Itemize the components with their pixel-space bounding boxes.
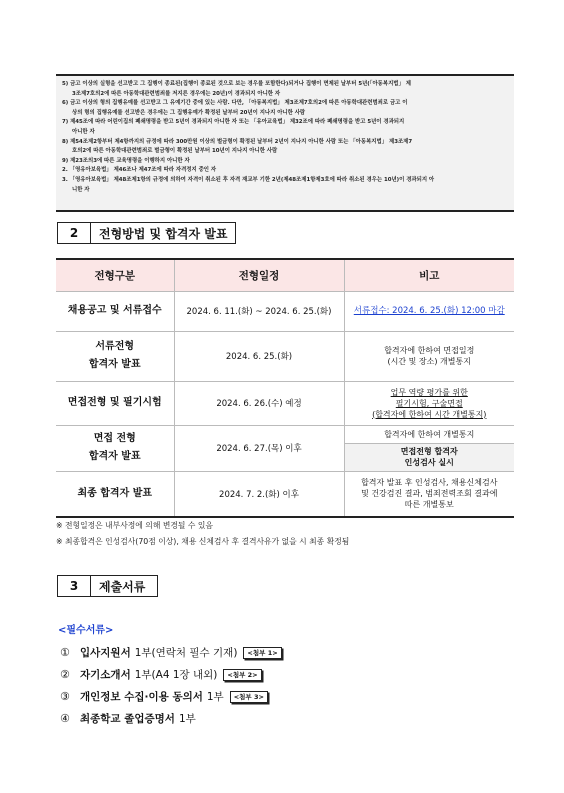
remark-cell — [344, 291, 514, 331]
footnote: ※ 최종합격은 인성검사(70점 이상), 채용 신체검사 후 결격사유가 없을 시 최종 확정됨 — [56, 537, 350, 546]
remark-cell — [344, 443, 514, 471]
item-number: ① — [60, 646, 70, 659]
note-line: 상의 형의 집행유예를 선고받은 경우에는 그 집행유예가 확정된 날부터 20년이 지나지 아니한 사람 — [72, 109, 306, 116]
attachment-tag: <첨부 2> — [223, 669, 261, 681]
note-line: 3. 「영유아보육법」 제48조제1항의 규정에 의하여 자격이 취소된 후 자격 재교부 기한 2년(제48조제1항제3호에 따라 취소된 경우는 10년)이 경과되지 아 — [62, 176, 435, 183]
stage-cell: 면접전형 및 필기시험 — [56, 381, 174, 425]
table-row — [56, 381, 514, 425]
stage-line: 합격자 발표 — [88, 359, 141, 370]
remark-line: 따른 개별통보 — [404, 500, 454, 510]
table-row — [56, 291, 514, 331]
deadline-link[interactable]: 서류접수: 2024. 6. 25.(화) 12:00 마감 — [353, 306, 505, 316]
remark-line: 합격자에 한하여 면접일정 — [384, 346, 475, 355]
table-row — [56, 425, 514, 443]
column-header: 비고 — [344, 259, 514, 291]
item-desc: 1부(A4 1장 내외) — [134, 669, 218, 681]
remark-line: (시간 및 장소) 개별통지 — [387, 357, 471, 366]
required-docs-title: <필수서류> — [58, 625, 114, 636]
note-line: 8) 제54조제2항부터 제4항까지의 규정에 따라 300만원 이상의 벌금형이 확정된 날부터 2년이 지나지 아니한 사람 또는 「아동복지법」 제3조제7 — [62, 138, 413, 145]
list-item — [60, 689, 268, 704]
list-item — [60, 667, 262, 682]
stage-cell — [56, 331, 174, 381]
table-row — [56, 331, 514, 381]
remark-line: 및 건강검진 결과, 범죄전력조회 결과에 — [361, 489, 498, 499]
remark-line: (합격자에 한하여 시간 개별통지) — [372, 409, 487, 419]
item-number: ③ — [60, 690, 70, 703]
remark-cell — [344, 381, 514, 425]
note-line: 6) 금고 이상의 형의 집행유예를 선고받고 그 유예기간 중에 있는 사람. 다만, 「아동복지법」 제3조제7호의2에 따른 아동학대관련범죄로 금고 이 — [62, 100, 408, 107]
list-item — [60, 711, 202, 726]
remark-cell — [344, 331, 514, 381]
item-desc: 1부(연락처 필수 기재) — [134, 647, 238, 659]
item-label: 입사지원서 — [80, 647, 131, 659]
stage-line: 서류전형 — [95, 341, 135, 352]
note-line: 5) 금고 이상의 실형을 선고받고 그 집행이 종료된(집행이 종료된 것으로 보는 경우를 포함한다)되거나 집행이 면제된 날부터 5년(「아동복지법」 제 — [62, 81, 411, 87]
remark-line: 면접전형 합격자 — [400, 447, 458, 456]
stage-cell — [56, 425, 174, 471]
attachment-tag: <첨부 1> — [243, 647, 281, 659]
column-header: 전형일정 — [174, 259, 344, 291]
table-row — [56, 471, 514, 517]
section-number: 2 — [57, 222, 91, 244]
table-header-row — [56, 259, 514, 291]
remark-line: 인성검사 실시 — [404, 458, 454, 467]
list-item — [60, 645, 282, 660]
stage-cell: 최종 합격자 발표 — [56, 471, 174, 517]
remark-cell: 합격자에 한하여 개별통지 — [344, 425, 514, 443]
column-header: 전형구분 — [56, 259, 174, 291]
item-label: 자기소개서 — [80, 669, 131, 681]
section-3-header — [57, 575, 158, 597]
footnote: ※ 전형일정은 내부사정에 의해 변경될 수 있음 — [56, 521, 213, 530]
item-desc: 1부 — [178, 713, 196, 725]
stage-line: 면접 전형 — [93, 433, 136, 444]
note-line: 2. 「영유아보육법」 제46조나 제47조에 따라 자격정지 중인 자 — [62, 167, 217, 174]
note-line: 3조제7호의2에 따른 아동학대관련범죄를 저지른 경우에는 20년)이 경과되지 아니한 자 — [72, 90, 281, 97]
note-line: 니한 자 — [72, 186, 90, 193]
disqualification-notes-box — [56, 74, 514, 212]
schedule-table — [56, 258, 514, 518]
date-cell: 2024. 6. 26.(수) 예정 — [174, 381, 344, 425]
date-cell: 2024. 6. 11.(화) ~ 2024. 6. 25.(화) — [174, 291, 344, 331]
date-cell: 2024. 6. 27.(목) 이후 — [174, 425, 344, 471]
note-line: 9) 제23조의3에 따른 교육명령을 이행하지 아니한 자 — [62, 157, 190, 164]
remark-cell — [344, 471, 514, 517]
item-label: 개인정보 수집·이용 동의서 — [80, 691, 203, 703]
section-2-header — [57, 222, 236, 244]
item-label: 최종학교 졸업증명서 — [80, 713, 175, 725]
item-number: ② — [60, 668, 70, 681]
item-desc: 1부 — [206, 691, 224, 703]
stage-line: 합격자 발표 — [88, 451, 141, 462]
section-title: 전형방법 및 합격자 발표 — [91, 222, 236, 244]
remark-line: 업무 역량 평가를 위한 — [390, 387, 468, 397]
section-title: 제출서류 — [91, 575, 158, 597]
section-number: 3 — [57, 575, 91, 597]
attachment-tag: <첨부 3> — [230, 691, 268, 703]
remark-line: 필기시험, 구술면접 — [395, 398, 463, 408]
remark-line: 합격자 발표 후 인성검사, 채용신체검사 — [361, 478, 498, 488]
note-line: 7) 제45조에 따라 어린이집의 폐쇄명령을 받고 5년이 경과되지 아니한 자 또는 「유아교육법」 제32조에 따라 폐쇄명령을 받고 5년이 경과되지 — [62, 119, 405, 126]
stage-cell: 채용공고 및 서류접수 — [56, 291, 174, 331]
date-cell: 2024. 6. 25.(화) — [174, 331, 344, 381]
note-line: 아니한 자 — [72, 128, 95, 135]
date-cell: 2024. 7. 2.(화) 이후 — [174, 471, 344, 517]
item-number: ④ — [60, 712, 70, 725]
note-line: 호의2에 따른 아동학대관련범죄로 벌금형이 확정된 날부터 10년이 지나지 아니한 사람 — [72, 148, 278, 155]
